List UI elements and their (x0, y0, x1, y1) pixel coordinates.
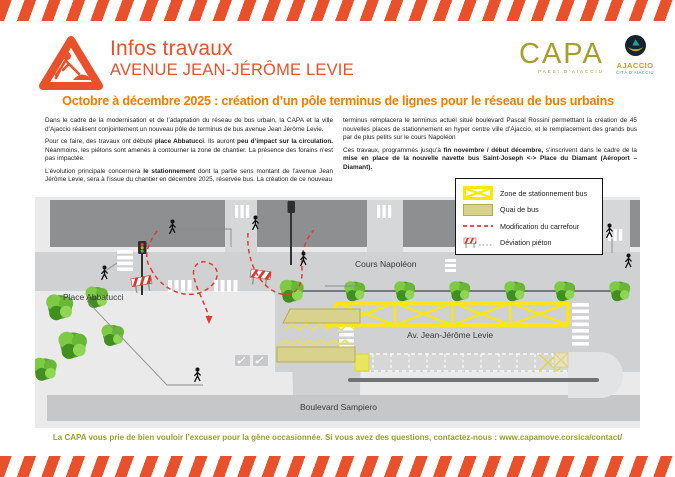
body-column-right (343, 117, 637, 176)
modification-line-swatch (463, 222, 493, 230)
label-avenue-levie: Av. Jean-Jérôme Levie (407, 330, 494, 340)
label-boulevard-sampiero: Boulevard Sampiero (300, 402, 378, 412)
hazard-stripes-bottom (0, 456, 675, 477)
paragraph: terminus remplacera le terminus actuel situé boulevard Pascal Rossini permetttant la création de 45 nouvelles places de stationnement en hyper centre ville d’Ajaccio, et le remplacement des grands bus par de plus petits sur le cours Napoléon (343, 117, 637, 142)
legend-label: Zone de stationnement bus (500, 188, 588, 198)
label-place-abbatucci: Place Abbatucci (63, 292, 124, 302)
legend-row (463, 185, 597, 202)
body-column-left (45, 117, 333, 189)
turning-loop (568, 352, 623, 398)
bus-parking-zone-swatch (463, 186, 493, 200)
ajaccio-logo-tagline: CITÀ D'AIACCIU (616, 70, 654, 76)
paragraph: Pour ce faire, des travaux ont débuté place Abbatucci. Ils auront peu d’impact sur la circulation. Néanmoins, les piétons sont amenés à contourner la zone de chantier. La présence des forains n’est pas impactée. (45, 138, 333, 163)
legend-row (463, 218, 597, 235)
legend-label: Déviation piéton (500, 238, 552, 248)
hazard-stripes-top (0, 0, 675, 21)
label-cours-napoleon: Cours Napoléon (355, 259, 417, 269)
legend-label: Quai de bus (500, 205, 539, 215)
page-title: Infos travaux (110, 37, 233, 60)
paragraph: Dans le cadre de la modernisation et de l’adaptation du réseau de bus urbain, la CAPA et la ville d’Ajaccio réalisent conjointement un nouveau pôle de terminus de bus avenue Jean Jérôme Levie. (45, 117, 333, 133)
legend-label: Modification du carrefour (500, 221, 580, 231)
capa-logo (519, 40, 604, 75)
pedestrian-deviation-swatch (463, 236, 493, 250)
bus-quay-swatch (463, 204, 493, 216)
legend-row (463, 235, 597, 252)
map-legend (455, 178, 603, 255)
roadworks-warning-icon (36, 33, 106, 93)
paragraph: Ces travaux, programmés jusqu’à fin novembre / début décembre, s’inscrivent dans le cadre de la mise en place de la nouvelle navette bus Saint-Joseph <-> Place du Diamant (Aéroport – Diamant). (343, 146, 637, 171)
headline: Octobre à décembre 2025 : création d’un pôle terminus de lignes pour le réseau de bus urbains (62, 94, 614, 108)
ajaccio-logo-emblem (625, 35, 646, 56)
page-subtitle: AVENUE JEAN-JÉRÔME LEVIE (110, 61, 354, 79)
ajaccio-logo-text: AJACCIO (616, 61, 654, 70)
paragraph: L’évolution principale concernera le stationnement dont la partie sens montant de l’avenue Jean Jérôme Levie, sera à l’issue du chantier en décembre 2025, réservée bus. La création de ce nouveau (45, 167, 334, 184)
legend-row (463, 202, 597, 219)
capa-logo-tagline: PAESI D'AIACCIU (538, 69, 604, 74)
footer-message: La CAPA vous prie de bien vouloir l’excuser pour la gêne occasionnée. Si vous avez des questions, contactez-nous : www.capamove.corsica/contact/ (52, 433, 623, 442)
capa-logo-text: CAPA (519, 38, 604, 70)
ajaccio-logo (611, 35, 659, 75)
parking-bays (355, 354, 575, 371)
